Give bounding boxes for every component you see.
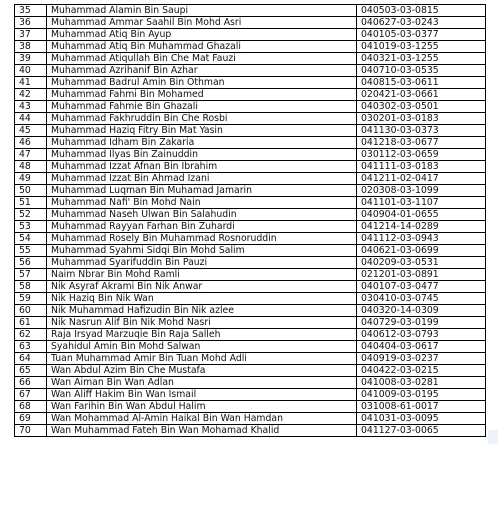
ic-number: 040621-03-0699 — [357, 245, 486, 257]
table-row — [15, 293, 486, 305]
ic-number: 041101-03-1107 — [357, 197, 486, 209]
ic-number: 030112-03-0659 — [357, 149, 486, 161]
student-name: Wan Abdul Azim Bin Che Mustafa — [47, 365, 357, 377]
ic-number: 040503-03-0815 — [357, 5, 486, 17]
row-number: 62 — [15, 329, 47, 341]
row-number: 58 — [15, 281, 47, 293]
row-number: 54 — [15, 233, 47, 245]
student-name: Wan Farihin Bin Wan Abdul Halim — [47, 401, 357, 413]
page-edge-mark — [488, 430, 498, 444]
row-number: 48 — [15, 161, 47, 173]
ic-number: 021201-03-0891 — [357, 269, 486, 281]
ic-number: 041214-14-0289 — [357, 221, 486, 233]
row-number: 38 — [15, 41, 47, 53]
row-number: 70 — [15, 425, 47, 437]
student-name: Muhammad Alamin Bin Saupi — [47, 5, 357, 17]
table-row — [15, 341, 486, 353]
student-name: Muhammad Fakhruddin Bin Che Rosbi — [47, 113, 357, 125]
student-name: Muhammad Badrul Amin Bin Othman — [47, 77, 357, 89]
student-roster — [14, 4, 486, 437]
student-name: Muhammad Fahmie Bin Ghazali — [47, 101, 357, 113]
row-number: 36 — [15, 17, 47, 29]
table-row — [15, 29, 486, 41]
ic-number: 020308-03-1099 — [357, 185, 486, 197]
student-name: Muhammad Izzat Afnan Bin Ibrahim — [47, 161, 357, 173]
table-row — [15, 269, 486, 281]
student-name: Muhammad Haziq Fitry Bin Mat Yasin — [47, 125, 357, 137]
table-row — [15, 353, 486, 365]
row-number: 45 — [15, 125, 47, 137]
table-row — [15, 125, 486, 137]
table-row — [15, 161, 486, 173]
student-name: Muhammad Fahmi Bin Mohamed — [47, 89, 357, 101]
student-name: Muhammad Luqman Bin Muhamad Jamarin — [47, 185, 357, 197]
row-number: 40 — [15, 65, 47, 77]
ic-number: 040320-14-0309 — [357, 305, 486, 317]
row-number: 44 — [15, 113, 47, 125]
row-number: 65 — [15, 365, 47, 377]
student-name: Muhammad Nafi' Bin Mohd Nain — [47, 197, 357, 209]
student-name: Muhammad Naseh Ulwan Bin Salahudin — [47, 209, 357, 221]
row-number: 63 — [15, 341, 47, 353]
table-row — [15, 17, 486, 29]
row-number: 37 — [15, 29, 47, 41]
ic-number: 041112-03-0943 — [357, 233, 486, 245]
ic-number: 041211-02-0417 — [357, 173, 486, 185]
ic-number: 040302-03-0501 — [357, 101, 486, 113]
student-name: Nik Haziq Bin Nik Wan — [47, 293, 357, 305]
row-number: 52 — [15, 209, 47, 221]
ic-number: 040107-03-0477 — [357, 281, 486, 293]
table-row — [15, 305, 486, 317]
student-name: Tuan Muhammad Amir Bin Tuan Mohd Adli — [47, 353, 357, 365]
student-name: Muhammad Ilyas Bin Zainuddin — [47, 149, 357, 161]
ic-number: 030201-03-0183 — [357, 113, 486, 125]
ic-number: 040209-03-0531 — [357, 257, 486, 269]
table-row — [15, 389, 486, 401]
ic-number: 040321-03-1255 — [357, 53, 486, 65]
table-row — [15, 413, 486, 425]
row-number: 55 — [15, 245, 47, 257]
student-name: Muhammad Rayyan Farhan Bin Zuhardi — [47, 221, 357, 233]
row-number: 64 — [15, 353, 47, 365]
table-row — [15, 41, 486, 53]
ic-number: 041130-03-0373 — [357, 125, 486, 137]
ic-number: 041019-03-1255 — [357, 41, 486, 53]
row-number: 47 — [15, 149, 47, 161]
ic-number: 030410-03-0745 — [357, 293, 486, 305]
table-row — [15, 149, 486, 161]
student-name: Muhammad Azrihanif Bin Azhar — [47, 65, 357, 77]
ic-number: 040710-03-0535 — [357, 65, 486, 77]
table-row — [15, 185, 486, 197]
row-number: 42 — [15, 89, 47, 101]
student-name: Muhammad Idham Bin Zakaria — [47, 137, 357, 149]
table-row — [15, 401, 486, 413]
table-row — [15, 137, 486, 149]
student-name: Muhammad Izzat Bin Ahmad Izani — [47, 173, 357, 185]
student-name: Syahidul Amin Bin Mohd Salwan — [47, 341, 357, 353]
row-number: 43 — [15, 101, 47, 113]
table-row — [15, 377, 486, 389]
roster-table — [14, 4, 486, 437]
ic-number: 040627-03-0243 — [357, 17, 486, 29]
table-row — [15, 209, 486, 221]
table-row — [15, 365, 486, 377]
student-name: Wan Mohammad Al-Amin Haikal Bin Wan Hamdan — [47, 413, 357, 425]
ic-number: 040105-03-0377 — [357, 29, 486, 41]
ic-number: 041111-03-0183 — [357, 161, 486, 173]
student-name: Wan Muhammad Fateh Bin Wan Mohamad Khalid — [47, 425, 357, 437]
roster-table-body — [15, 5, 486, 437]
table-row — [15, 89, 486, 101]
row-number: 56 — [15, 257, 47, 269]
ic-number: 040815-03-0611 — [357, 77, 486, 89]
student-name: Wan Aiman Bin Wan Adlan — [47, 377, 357, 389]
row-number: 68 — [15, 401, 47, 413]
table-row — [15, 257, 486, 269]
ic-number: 040919-03-0237 — [357, 353, 486, 365]
ic-number: 040422-03-0215 — [357, 365, 486, 377]
row-number: 59 — [15, 293, 47, 305]
ic-number: 041009-03-0195 — [357, 389, 486, 401]
row-number: 61 — [15, 317, 47, 329]
ic-number: 031008-61-0017 — [357, 401, 486, 413]
row-number: 49 — [15, 173, 47, 185]
row-number: 51 — [15, 197, 47, 209]
table-row — [15, 173, 486, 185]
table-row — [15, 281, 486, 293]
student-name: Muhammad Ammar Saahil Bin Mohd Asri — [47, 17, 357, 29]
row-number: 50 — [15, 185, 47, 197]
student-name: Muhammad Rosely Bin Muhammad Rosnoruddin — [47, 233, 357, 245]
ic-number: 040904-01-0655 — [357, 209, 486, 221]
ic-number: 040404-03-0617 — [357, 341, 486, 353]
student-name: Muhammad Atiq Bin Muhammad Ghazali — [47, 41, 357, 53]
student-name: Nik Muhammad Hafizudin Bin Nik azlee — [47, 305, 357, 317]
student-name: Muhammad Syarifuddin Bin Pauzi — [47, 257, 357, 269]
row-number: 41 — [15, 77, 47, 89]
table-row — [15, 65, 486, 77]
row-number: 46 — [15, 137, 47, 149]
ic-number: 041127-03-0065 — [357, 425, 486, 437]
row-number: 35 — [15, 5, 47, 17]
table-row — [15, 329, 486, 341]
student-name: Raja Irsyad Marzuqie Bin Raja Salleh — [47, 329, 357, 341]
table-row — [15, 197, 486, 209]
table-row — [15, 5, 486, 17]
row-number: 39 — [15, 53, 47, 65]
student-name: Muhammad Atiq Bin Ayup — [47, 29, 357, 41]
table-row — [15, 317, 486, 329]
row-number: 66 — [15, 377, 47, 389]
ic-number: 041218-03-0677 — [357, 137, 486, 149]
student-name: Nik Asyraf Akrami Bin Nik Anwar — [47, 281, 357, 293]
table-row — [15, 113, 486, 125]
ic-number: 041031-03-0095 — [357, 413, 486, 425]
table-row — [15, 233, 486, 245]
row-number: 60 — [15, 305, 47, 317]
row-number: 57 — [15, 269, 47, 281]
row-number: 53 — [15, 221, 47, 233]
ic-number: 040612-03-0793 — [357, 329, 486, 341]
table-row — [15, 245, 486, 257]
student-name: Nik Nasrun Alif Bin Nik Mohd Nasri — [47, 317, 357, 329]
row-number: 67 — [15, 389, 47, 401]
table-row — [15, 101, 486, 113]
ic-number: 020421-03-0661 — [357, 89, 486, 101]
table-row — [15, 53, 486, 65]
table-row — [15, 221, 486, 233]
table-row — [15, 425, 486, 437]
ic-number: 040729-03-0199 — [357, 317, 486, 329]
student-name: Naim Nbrar Bin Mohd Ramli — [47, 269, 357, 281]
row-number: 69 — [15, 413, 47, 425]
student-name: Muhammad Syahmi Sidqi Bin Mohd Salim — [47, 245, 357, 257]
student-name: Wan Aliff Hakim Bin Wan Ismail — [47, 389, 357, 401]
ic-number: 041008-03-0281 — [357, 377, 486, 389]
student-name: Muhammad Atiqullah Bin Che Mat Fauzi — [47, 53, 357, 65]
table-row — [15, 77, 486, 89]
